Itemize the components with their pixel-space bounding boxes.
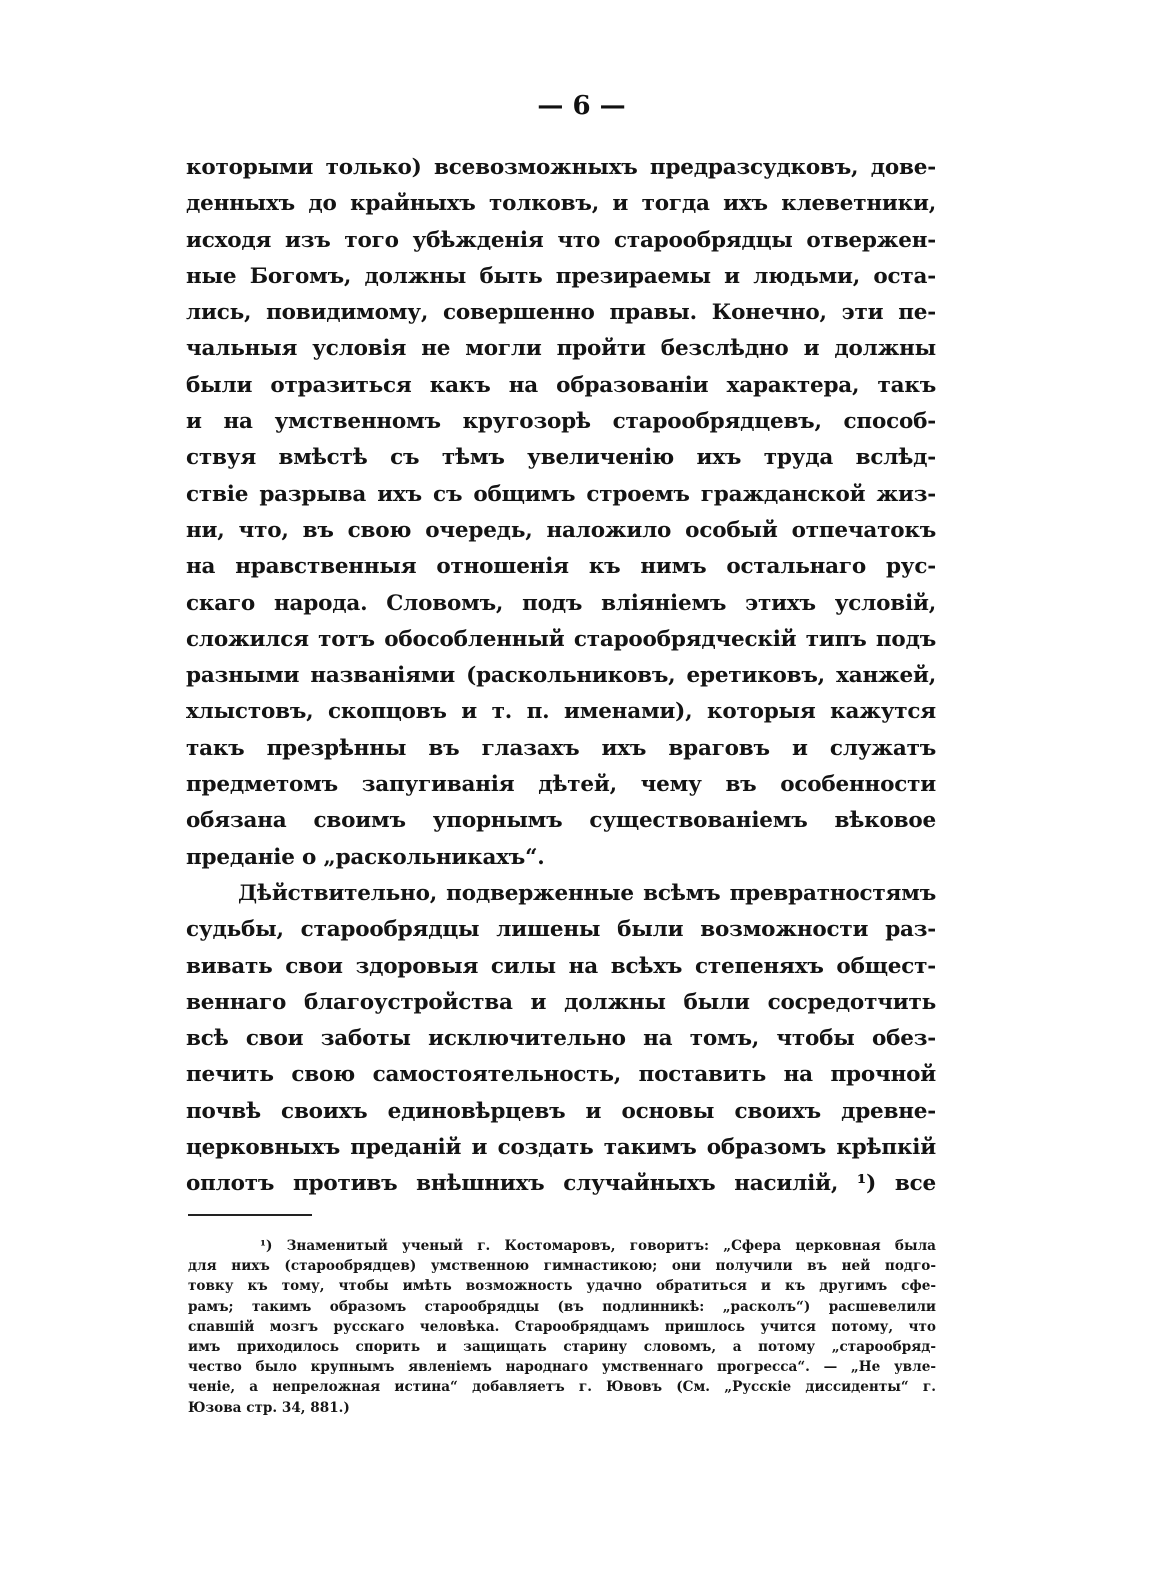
- text-line: оплотъ противъ внѣшнихъ случайныхъ насилій, ¹) все: [186, 1171, 936, 1197]
- text-line: сложился тотъ обособленный старообрядческій типъ подъ: [186, 626, 936, 652]
- text-line: судьбы, старообрядцы лишены были возможности раз-: [186, 917, 936, 943]
- footnote-line: товку къ тому, чтобы имѣть возможность удачно обратиться и къ другимъ сфе-: [188, 1278, 936, 1295]
- text-line: печить свою самостоятельность, поставить на прочной: [186, 1062, 936, 1088]
- footnote-divider: [188, 1214, 312, 1216]
- text-line: исходя изъ того убѣжденія что старообрядцы отвержен-: [186, 227, 936, 253]
- footnote-line: имъ приходилось спорить и защищать старину словомъ, а потому „старообряд-: [188, 1338, 936, 1355]
- text-line: которыми только) всевозможныхъ предразсудковъ, дове-: [186, 155, 936, 180]
- footnote-line: для нихъ (старообрядцев) умственною гимнастикою; они получили въ ней подго-: [188, 1258, 936, 1275]
- text-line: чальныя условія не могли пройти безслѣдно и должны: [186, 336, 936, 362]
- text-line: почвѣ своихъ единовѣрцевъ и основы своихъ древне-: [186, 1098, 936, 1124]
- text-line: хлыстовъ, скопцовъ и т. п. именами), которыя кажутся: [186, 699, 936, 725]
- text-line: ствуя вмѣстѣ съ тѣмъ увеличенію ихъ труда вслѣд-: [186, 445, 936, 471]
- text-line: ные Богомъ, должны быть презираемы и людьми, оста-: [186, 263, 936, 289]
- text-line: церковныхъ преданій и создать такимъ образомъ крѣпкій: [186, 1135, 936, 1161]
- footnote-line: Юзова стр. 34, 881.): [188, 1399, 350, 1416]
- footnote-line: спавшій мозгъ русскаго человѣка. Старообрядцамъ пришлось учится потому, что: [188, 1318, 936, 1335]
- text-line: вивать свои здоровыя силы на всѣхъ степеняхъ общест-: [186, 953, 936, 979]
- footnote-line: ¹) Знаменитый ученый г. Костомаровъ, говоритъ: „Сфера церковная была: [260, 1238, 936, 1254]
- text-line: всѣ свои заботы исключительно на томъ, чтобы обез-: [186, 1026, 936, 1052]
- paragraph-end-line: преданіе о „раскольникахъ“.: [186, 844, 545, 870]
- text-line: и на умственномъ кругозорѣ старообрядцевъ, способ-: [186, 409, 936, 435]
- footnote-line: чество было крупнымъ явленіемъ народнаго умственнаго прогресса“. — „Не увле-: [188, 1359, 936, 1376]
- text-line: ствіе разрыва ихъ съ общимъ строемъ гражданской жиз-: [186, 481, 936, 507]
- text-line: веннаго благоустройства и должны были сосредотчить: [186, 989, 936, 1015]
- footnote: [188, 1236, 936, 1418]
- text-line: обязана своимъ упорнымъ существованіемъ вѣковое: [186, 808, 936, 834]
- text-line: ни, что, въ свою очередь, наложило особый отпечатокъ: [186, 517, 936, 543]
- text-line: денныхъ до крайныхъ толковъ, и тогда ихъ клеветники,: [186, 191, 936, 217]
- text-line: на нравственныя отношенія къ нимъ остальнаго рус-: [186, 554, 936, 580]
- text-line: скаго народа. Словомъ, подъ вліяніемъ этихъ условій,: [186, 590, 936, 616]
- footnote-line: ченіе, а непреложная истина“ добавляетъ г. Ювовъ (См. „Русскіе диссиденты“ г.: [188, 1379, 936, 1396]
- text-line: предметомъ запугиванія дѣтей, чему въ особенности: [186, 772, 936, 798]
- footnote-line: рамъ; такимъ образомъ старообрядцы (въ подлинникѣ: „расколъ“) расшевелили: [188, 1298, 936, 1315]
- text-line: разными названіями (раскольниковъ, еретиковъ, ханжей,: [186, 663, 936, 689]
- text-line: такъ презрѣнны въ глазахъ ихъ враговъ и служатъ: [186, 735, 936, 761]
- page-number: — 6 —: [537, 91, 626, 121]
- text-line: были отразиться какъ на образованіи характера, такъ: [186, 372, 936, 398]
- paragraph-start-line: Дѣйствительно, подверженные всѣмъ превратностямъ: [238, 880, 936, 906]
- text-line: лись, повидимому, совершенно правы. Конечно, эти пе-: [186, 300, 936, 326]
- body-text: [186, 150, 936, 1203]
